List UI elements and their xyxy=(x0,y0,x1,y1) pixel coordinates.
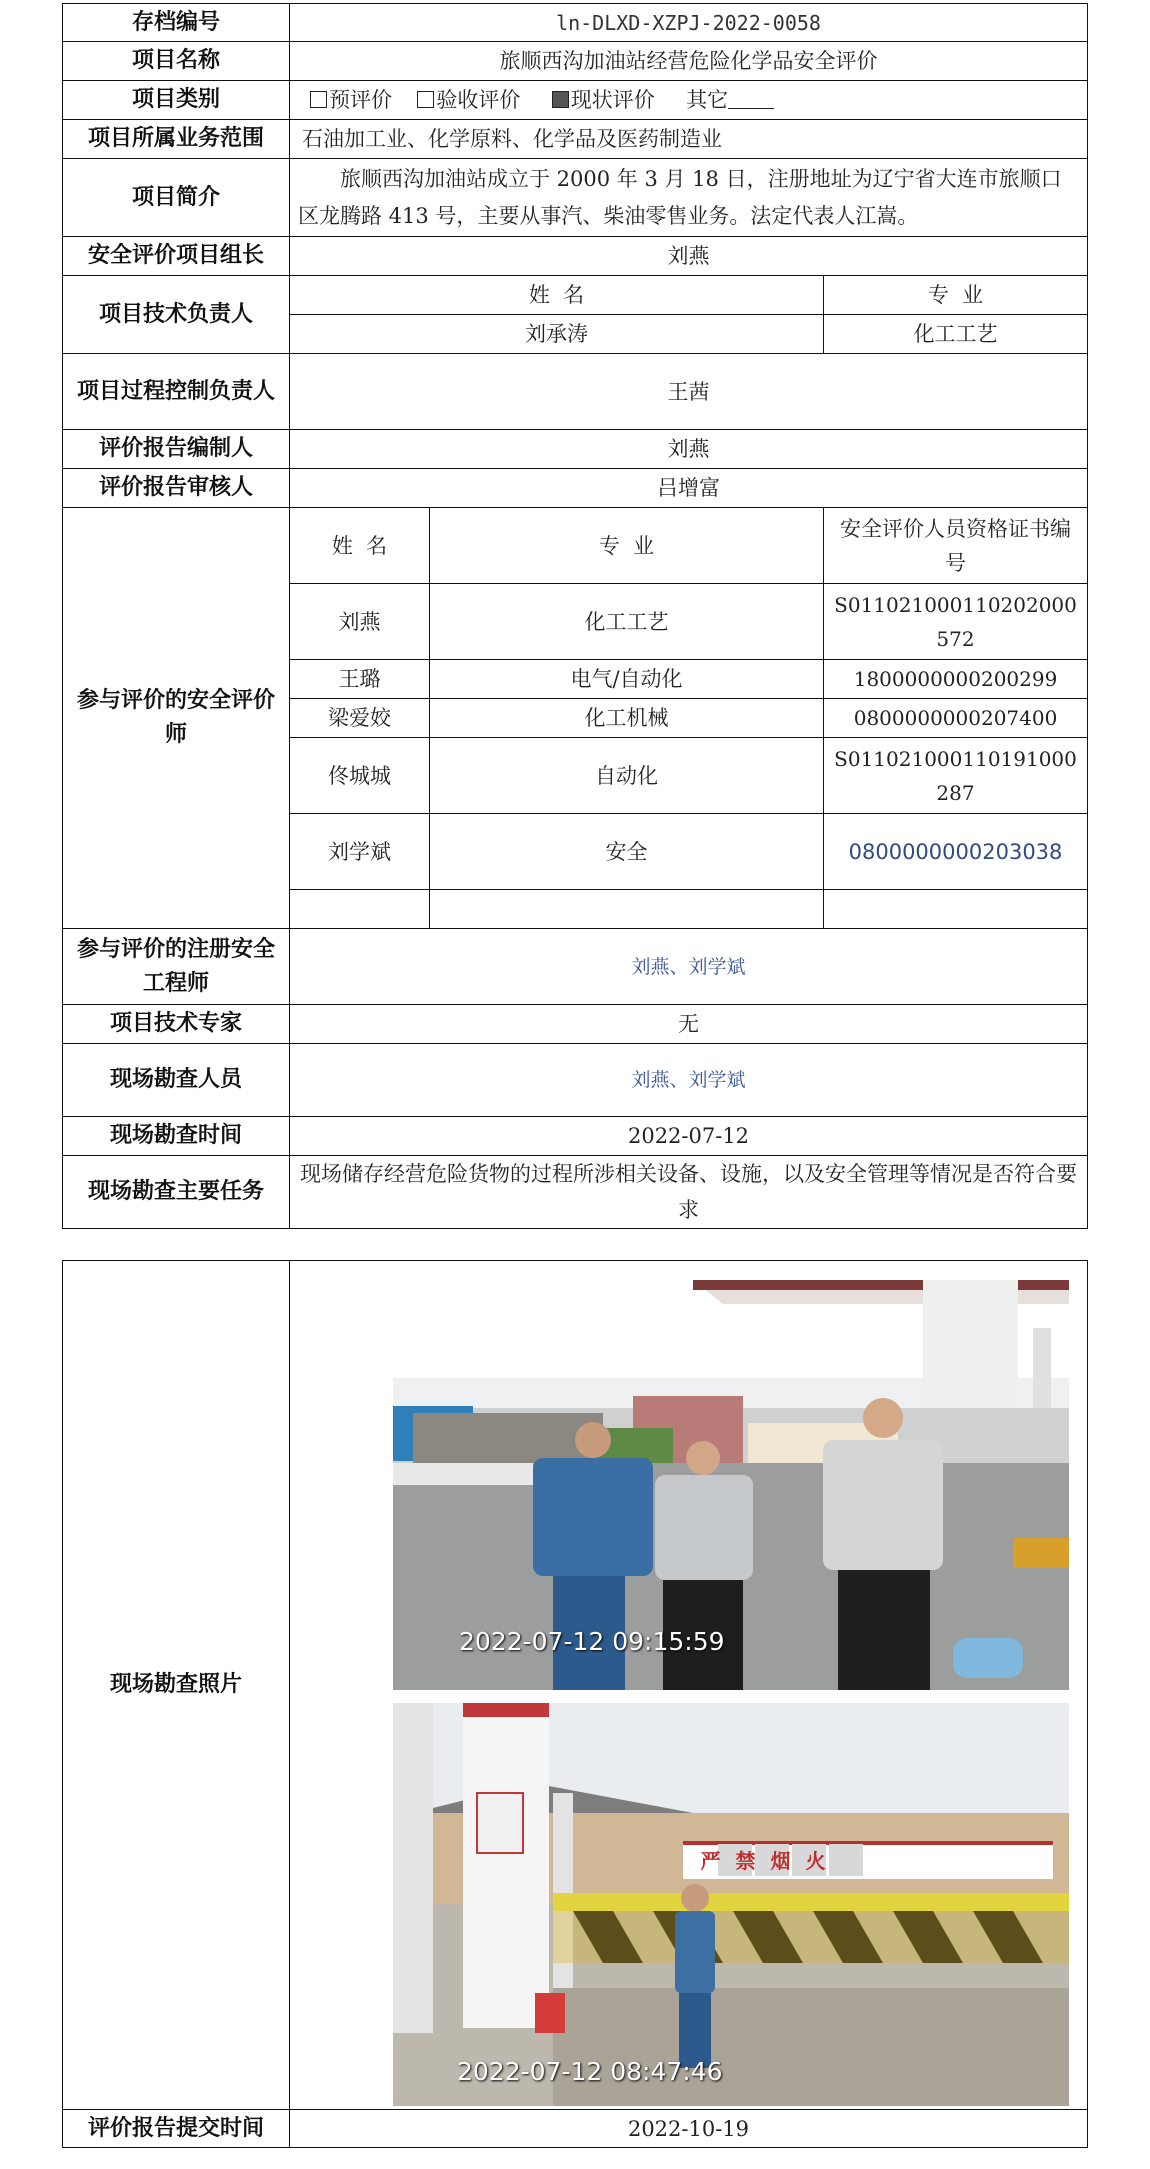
evaluator-name: 王璐 xyxy=(290,660,430,699)
report-writer-label: 评价报告编制人 xyxy=(63,430,290,469)
evaluator-major: 化工工艺 xyxy=(430,584,824,660)
checkbox-unchecked-icon xyxy=(417,91,434,108)
tech-lead-label: 项目技术负责人 xyxy=(63,276,290,354)
report-reviewer-value: 吕增富 xyxy=(290,469,1088,508)
archive-no-value: ln-DLXD-XZPJ-2022-0058 xyxy=(290,4,1088,42)
photo-timestamp: 2022-07-12 09:15:59 xyxy=(459,1627,725,1656)
warning-sign xyxy=(693,1843,833,1875)
row-submit-time xyxy=(63,2110,1088,2148)
tech-lead-name-header: 姓 名 xyxy=(290,276,824,315)
other-option: 其它 xyxy=(686,88,729,112)
evaluator-major: 化工机械 xyxy=(430,699,824,738)
evaluators-name-header: 姓 名 xyxy=(290,508,430,584)
row-business-scope xyxy=(63,120,1088,159)
summary-text: 旅顺西沟加油站成立于 2000 年 3 月 18 日，注册地址为辽宁省大连市旅顺口区龙腾路 413 号，主要从事汽、柴油零售业务。法定代表人江嵩。 xyxy=(290,159,1088,237)
row-tech-expert xyxy=(63,1005,1088,1044)
evaluator-cert: S011021000110191000287 xyxy=(824,738,1088,814)
row-project-type xyxy=(63,81,1088,120)
row-summary xyxy=(63,159,1088,237)
tech-expert-label: 项目技术专家 xyxy=(63,1005,290,1044)
checkbox-unchecked-icon xyxy=(310,91,327,108)
summary-label: 项目简介 xyxy=(63,159,290,237)
business-scope-value: 石油加工业、化学原料、化学品及医药制造业 xyxy=(290,120,1088,159)
project-type-options xyxy=(290,81,1088,120)
site-staff-value: 刘燕、刘学斌 xyxy=(290,1044,1088,1117)
team-leader-value: 刘燕 xyxy=(290,237,1088,276)
project-info-table xyxy=(62,3,1088,1229)
registered-engineers-label: 参与评价的注册安全工程师 xyxy=(63,929,290,1005)
evaluators-label: 参与评价的安全评价师 xyxy=(63,508,290,929)
checkbox-status-eval[interactable]: 现状评价 xyxy=(552,88,655,112)
other-blank-line xyxy=(728,90,774,109)
row-site-staff xyxy=(63,1044,1088,1117)
row-process-control xyxy=(63,354,1088,430)
tech-lead-major: 化工工艺 xyxy=(824,315,1088,354)
report-reviewer-label: 评价报告审核人 xyxy=(63,469,290,508)
tech-expert-value: 无 xyxy=(290,1005,1088,1044)
evaluator-major: 安全 xyxy=(430,814,824,890)
photo-timestamp: 2022-07-12 08:47:46 xyxy=(457,2057,723,2086)
evaluators-major-header: 专 业 xyxy=(430,508,824,584)
evaluator-cert: 1800000000200299 xyxy=(824,660,1088,699)
row-report-reviewer xyxy=(63,469,1088,508)
evaluators-cert-header: 安全评价人员资格证书编号 xyxy=(824,508,1088,584)
empty-cell xyxy=(824,890,1088,929)
site-photo-inspectors xyxy=(393,1278,1069,1690)
warning-sign-char: 禁 xyxy=(735,1848,756,1873)
archive-no-label: 存档编号 xyxy=(63,4,290,42)
site-tasks-label: 现场勘查主要任务 xyxy=(63,1156,290,1229)
evaluator-major: 电气/自动化 xyxy=(430,660,824,699)
row-project-name xyxy=(63,42,1088,81)
evaluator-cert: S011021000110202000572 xyxy=(824,584,1088,660)
project-type-label: 项目类别 xyxy=(63,81,290,120)
site-time-value: 2022-07-12 xyxy=(290,1117,1088,1156)
submit-time-value: 2022-10-19 xyxy=(290,2110,1088,2148)
site-photo-station xyxy=(393,1703,1069,2106)
photo-station-illustration xyxy=(393,1703,1069,2106)
site-tasks-value: 现场储存经营危险货物的过程所涉相关设备、设施，以及安全管理等情况是否符合要求 xyxy=(290,1156,1088,1229)
warning-sign-char: 严 xyxy=(700,1848,721,1873)
submit-time-label: 评价报告提交时间 xyxy=(63,2110,290,2148)
business-scope-label: 项目所属业务范围 xyxy=(63,120,290,159)
empty-cell xyxy=(290,890,430,929)
evaluator-cert: 0800000000207400 xyxy=(824,699,1088,738)
row-registered-engineers xyxy=(63,929,1088,1005)
row-report-writer xyxy=(63,430,1088,469)
process-control-label: 项目过程控制负责人 xyxy=(63,354,290,430)
project-name-value: 旅顺西沟加油站经营危险化学品安全评价 xyxy=(290,42,1088,81)
site-staff-label: 现场勘查人员 xyxy=(63,1044,290,1117)
warning-sign-char: 火 xyxy=(805,1848,826,1873)
row-archive-no xyxy=(63,4,1088,42)
site-photos-label: 现场勘查照片 xyxy=(63,1261,290,2110)
warning-sign-char: 烟 xyxy=(770,1848,791,1873)
row-site-time xyxy=(63,1117,1088,1156)
project-name-label: 项目名称 xyxy=(63,42,290,81)
evaluator-name: 佟城城 xyxy=(290,738,430,814)
tech-lead-name: 刘承涛 xyxy=(290,315,824,354)
evaluator-cert: 0800000000203038 xyxy=(824,814,1088,890)
row-site-tasks xyxy=(63,1156,1088,1229)
checkbox-pre-eval[interactable]: 预评价 xyxy=(310,88,392,112)
evaluators-header-row xyxy=(63,508,1088,584)
registered-engineers-value: 刘燕、刘学斌 xyxy=(290,929,1088,1005)
tech-lead-major-header: 专 业 xyxy=(824,276,1088,315)
empty-cell xyxy=(430,890,824,929)
checkbox-acceptance-eval[interactable]: 验收评价 xyxy=(417,88,520,112)
row-tech-lead-header xyxy=(63,276,1088,315)
evaluator-major: 自动化 xyxy=(430,738,824,814)
site-time-label: 现场勘查时间 xyxy=(63,1117,290,1156)
evaluator-name: 梁爱姣 xyxy=(290,699,430,738)
evaluator-name: 刘燕 xyxy=(290,584,430,660)
checkbox-checked-icon xyxy=(552,91,569,108)
row-team-leader xyxy=(63,237,1088,276)
report-writer-value: 刘燕 xyxy=(290,430,1088,469)
evaluator-name: 刘学斌 xyxy=(290,814,430,890)
process-control-value: 王茜 xyxy=(290,354,1088,430)
team-leader-label: 安全评价项目组长 xyxy=(63,237,290,276)
